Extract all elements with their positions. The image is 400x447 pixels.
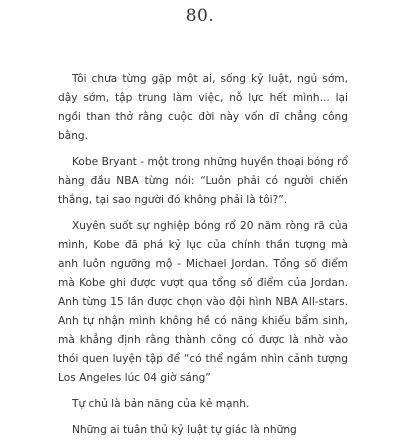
page-number: 80.: [185, 6, 215, 26]
paragraph-3: Xuyên suốt sự nghiệp bóng rổ 20 năm ròng rã của mình, Kobe đã phá kỷ lục của chính thần tượng mà anh luôn ngưỡng mộ - Michael Jordan. Tổng số điểm mà Kobe ghi được vượt qua tổng số điểm của Jordan. Anh từng 15 lần được chọn vào đội hình NBA All-stars. Anh tự nhận mình không hề có năng khiếu bẩm sinh, mà khẳng định rằng thành công có được là nhờ vào thói quen luyện tập để “có thể ngắm nhìn cảnh tượng Los Angeles lúc 04 giờ sáng”: [58, 220, 348, 384]
body-text: [58, 70, 348, 447]
paragraph-2: Kobe Bryant - một trong những huyền thoại bóng rổ hàng đầu NBA từng nói: “Luôn phải có người chiến thắng, tại sao người đó không phải là tôi?”.: [58, 156, 348, 206]
paragraph-4: Tự chủ là bản năng của kẻ mạnh.: [72, 398, 250, 410]
paragraph-5: Những ai tuân thủ kỷ luật tự giác là những: [72, 424, 297, 436]
paragraph-1: Tôi chưa từng gặp một ai, sống kỷ luật, ngủ sớm, dậy sớm, tập trung làm việc, nỗ lực hết mình... lại ngồi than thở rằng cuộc đời này vốn dĩ chẳng công bằng.: [58, 73, 348, 142]
